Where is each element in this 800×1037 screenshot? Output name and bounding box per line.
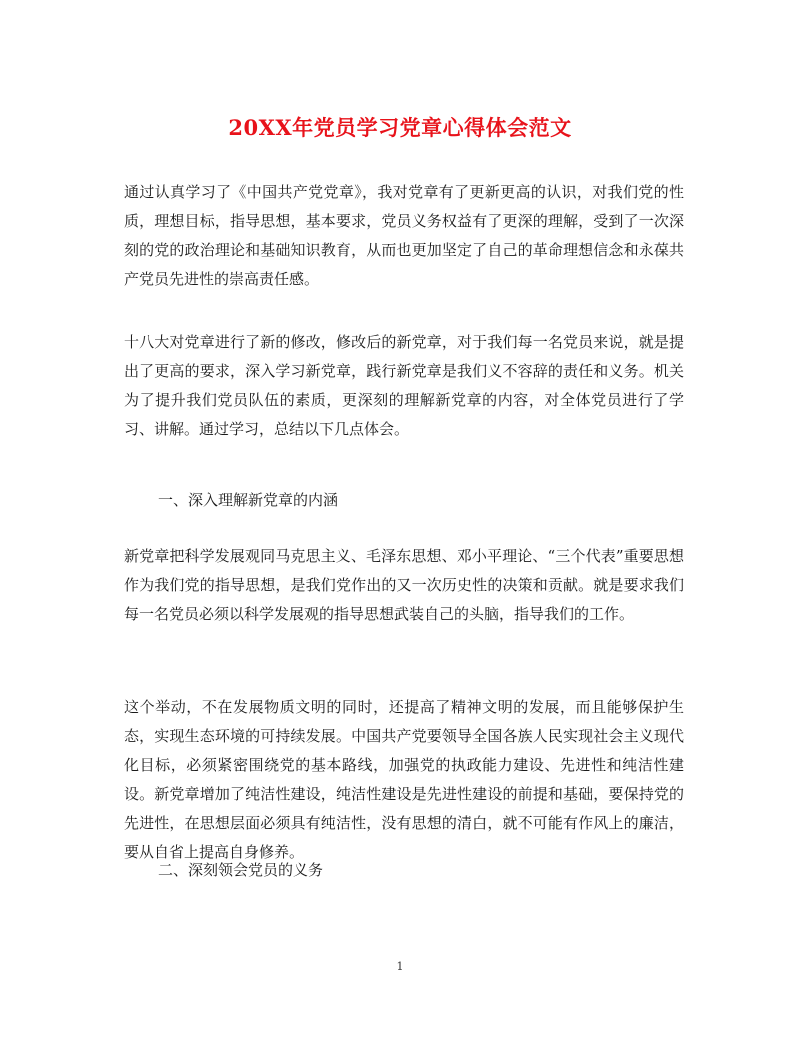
page-number: 1: [396, 960, 404, 973]
document-title: 20XX年党员学习党章心得体会范文: [228, 115, 572, 140]
paragraph-3: 新党章把科学发展观同马克思主义、毛泽东思想、邓小平理论、“三个代表”重要思想作为我们党的指导思想，是我们党作出的又一次历史性的决策和贡献。就是要求我们每一名党员必须以科学发展观的指导思想武装自己的头脑，指导我们的工作。: [124, 547, 684, 623]
paragraph-4: 这个举动，不在发展物质文明的同时，还提高了精神文明的发展，而且能够保护生态，实现生态环境的可持续发展。中国共产党要领导全国各族人民实现社会主义现代化目标，必须紧密围绕党的基本路线，加强党的执政能力建设、先进性和纯洁性建设。新党章增加了纯洁性建设，纯洁性建设是先进性建设的前提和基础，要保持党的先进性，在思想层面必须具有纯洁性，没有思想的清白，就不可能有作风上的廉洁，要从自省上提高自身修养。: [124, 698, 684, 861]
paragraph-1: 通过认真学习了《中国共产党党章》，我对党章有了更新更高的认识，对我们党的性质，理想目标，指导思想，基本要求，党员义务权益有了更深的理解，受到了一次深刻的党的政治理论和基础知识教育，从而也更加坚定了自己的革命理想信念和永葆共产党员先进性的崇高责任感。: [124, 183, 684, 288]
section-heading-2: 二、深刻领会党员的义务: [158, 861, 324, 879]
paragraph-2: 十八大对党章进行了新的修改，修改后的新党章，对于我们每一名党员来说，就是提出了更高的要求，深入学习新党章，践行新党章是我们义不容辞的责任和义务。机关为了提升我们党员队伍的素质，更深刻的理解新党章的内容，对全体党员进行了学习、讲解。通过学习，总结以下几点体会。: [124, 333, 684, 438]
section-heading-1: 一、深入理解新党章的内涵: [158, 491, 339, 509]
